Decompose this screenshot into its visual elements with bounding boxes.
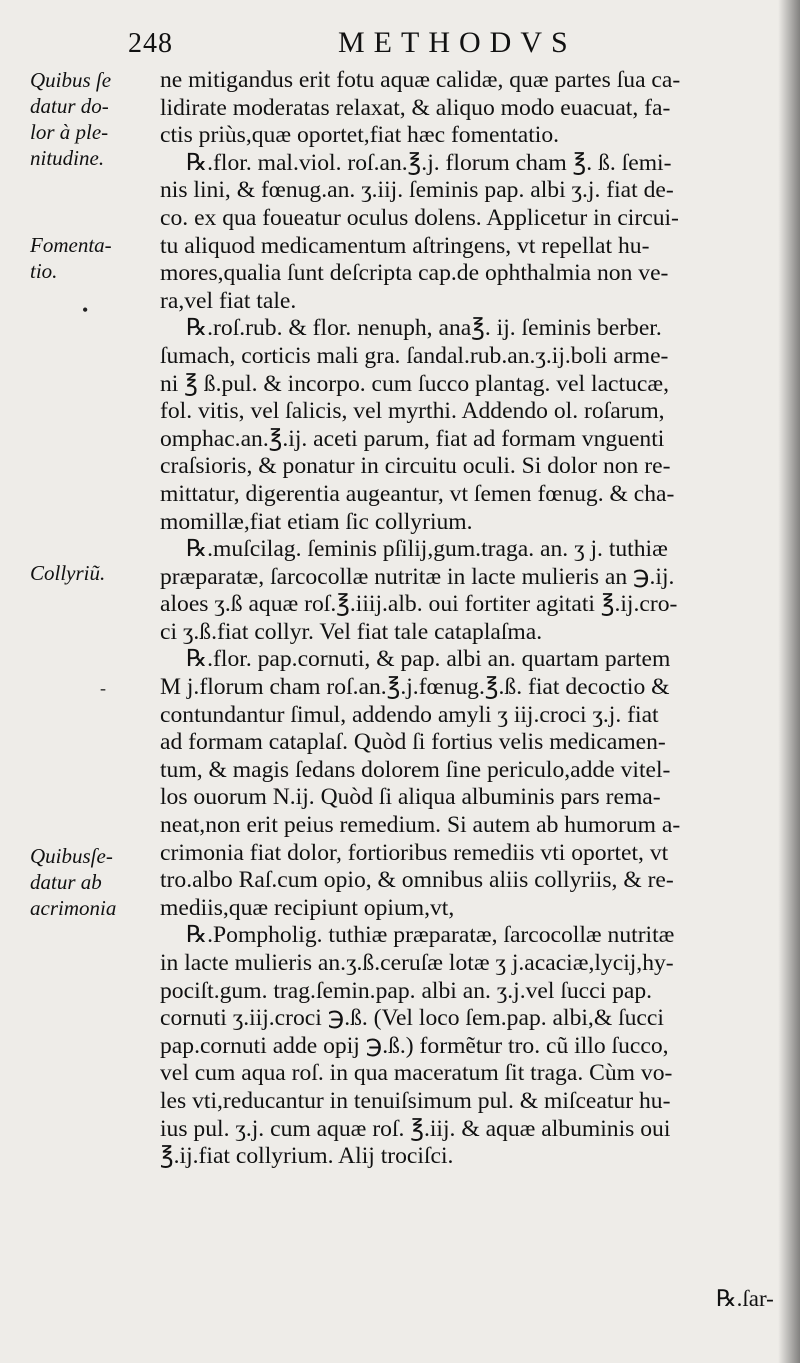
margin-note-line: tio. xyxy=(30,259,58,283)
text-line: tro.albo Raſ.cum opio, & omnibus aliis collyriis, & re- xyxy=(160,867,674,894)
text-line: crimonia fiat dolor, fortioribus remediis vti oportet, vt xyxy=(160,839,669,866)
margin-note-plenitudine xyxy=(30,67,158,171)
text-line: ℥.ij.fiat collyrium. Alij trociſci. xyxy=(160,1143,454,1170)
text-line: omphac.an.℥.ij. aceti parum, fiat ad formam vnguenti xyxy=(160,425,665,452)
text-line: ℞.muſcilag. ſeminis pſilij,gum.traga. an. ʒ j. tuthiæ xyxy=(186,536,668,563)
text-line: mediis,quæ recipiunt opium,vt, xyxy=(160,894,455,921)
text-line: pociſt.gum. trag.ſemin.pap. albi an. ʒ.j.vel ſucci pap. xyxy=(160,977,653,1004)
text-line: los ouorum N.ij. Quòd ſi aliqua albuminis pars rema- xyxy=(160,784,661,811)
text-line: M j.florum cham roſ.an.℥.j.fœnug.℥.ß. fiat decoctio & xyxy=(160,674,670,701)
text-line: ad formam cataplaſ. Quòd ſi fortius velis medicamen- xyxy=(160,729,666,756)
running-head: METHODVS xyxy=(338,26,577,59)
text-line: contundantur ſimul, addendo amyli ʒ iij.croci ʒ.j. fiat xyxy=(160,701,659,728)
margin-note-line: Collyriũ. xyxy=(30,561,106,585)
text-line: ni ℥ ß.pul. & incorpo. cum ſucco plantag. vel lactucæ, xyxy=(160,370,669,397)
text-line: ſumach, corticis mali gra. ſandal.rub.an.ʒ.ij.boli arme- xyxy=(160,342,669,369)
margin-dot-mark: • xyxy=(82,300,89,320)
text-line: ℞.roſ.rub. & flor. nenuph, ana℥. ij. ſeminis berber. xyxy=(186,315,662,342)
text-line: les vti,reducantur in tenuiſsimum pul. & miſceatur hu- xyxy=(160,1087,671,1114)
text-line: in lacte mulieris an.ʒ.ß.ceruſæ lotæ ʒ j.acaciæ,lycij,hy- xyxy=(160,950,674,976)
margin-note-line: Quibus ſe xyxy=(30,68,112,92)
text-line: momillæ,fiat etiam ſic collyrium. xyxy=(160,508,473,535)
margin-note-line: Fomenta- xyxy=(30,233,112,257)
margin-note-line: acrimonia xyxy=(30,896,117,920)
text-line: tu aliquod medicamentum aſtringens, vt repellat hu- xyxy=(160,232,650,259)
main-text-block xyxy=(160,67,760,1171)
text-line: ℞.flor. mal.viol. roſ.an.℥.j. florum cham ℥. ß. ſemi- xyxy=(186,149,672,176)
text-line: craſsioris, & ponatur in circuitu oculi. Si dolor non re- xyxy=(160,453,671,480)
text-line: ne mitigandus erit fotu aquæ calidæ, quæ partes ſua ca- xyxy=(160,67,681,93)
text-line: ℞.flor. pap.cornuti, & pap. albi an. quartam partem xyxy=(186,646,671,673)
text-line: vel cum aqua roſ. in qua maceratum ſit traga. Cùm vo- xyxy=(160,1060,673,1087)
text-line: nis lini, & fœnug.an. ʒ.iij. ſeminis pap. albi ʒ.j. fiat de- xyxy=(160,177,674,204)
text-line: pap.cornuti adde opij ℈.ß.) formẽtur tro. cũ illo ſucco, xyxy=(160,1032,669,1059)
text-line: præparatæ, ſarcocollæ nutritæ in lacte mulieris an ℈.ij. xyxy=(160,563,675,590)
margin-note-line: datur ab xyxy=(30,870,102,894)
margin-note-line: lor à ple- xyxy=(30,120,109,144)
page-spine-shadow xyxy=(778,0,800,1363)
text-line: co. ex qua foueatur oculus dolens. Applicetur in circui- xyxy=(160,204,679,231)
margin-note-line: Quibusſe- xyxy=(30,844,113,868)
margin-note-line: nitudine. xyxy=(30,146,105,170)
text-line: cornuti ʒ.iij.croci ℈.ß. (Vel loco ſem.pap. albi,& ſucci xyxy=(160,1005,664,1032)
text-line: ci ʒ.ß.fiat collyr. Vel fiat tale cataplaſma. xyxy=(160,618,543,645)
margin-note-collyrium xyxy=(30,560,158,586)
margin-note-line: datur do- xyxy=(30,94,109,118)
text-line: fol. vitis, vel ſalicis, vel myrthi. Addendo ol. roſarum, xyxy=(160,398,665,425)
text-line: mores,qualia ſunt deſcripta cap.de ophthalmia non ve- xyxy=(160,260,669,287)
text-line: ra,vel fiat tale. xyxy=(160,287,297,314)
text-line: mittatur, digerentia augeantur, vt ſemen fœnug. & cha- xyxy=(160,480,675,507)
margin-dash-mark: - xyxy=(100,678,106,698)
text-line: ℞.Pompholig. tuthiæ præparatæ, ſarcocollæ nutritæ xyxy=(186,922,675,949)
margin-note-fomentatio xyxy=(30,232,158,284)
page-number: 248 xyxy=(128,28,173,59)
text-line: ctis priùs,quæ oportet,fiat hæc fomentatio. xyxy=(160,122,560,149)
catchword: ℞.ſar- xyxy=(716,1286,774,1311)
text-line: neat,non erit peius remedium. Si autem ab humorum a- xyxy=(160,812,681,839)
page-header xyxy=(0,22,800,62)
text-line: ius pul. ʒ.j. cum aquæ roſ. ℥.iij. & aquæ albuminis oui xyxy=(160,1115,671,1142)
text-line: aloes ʒ.ß aquæ roſ.℥.iiij.alb. oui fortiter agitati ℥.ij.cro- xyxy=(160,591,678,618)
margin-note-acrimonia xyxy=(30,843,158,921)
text-line: tum, & magis ſedans dolorem ſine periculo,adde vitel- xyxy=(160,756,671,783)
text-line: lidirate moderatas relaxat, & aliquo modo euacuat, fa- xyxy=(160,94,671,121)
